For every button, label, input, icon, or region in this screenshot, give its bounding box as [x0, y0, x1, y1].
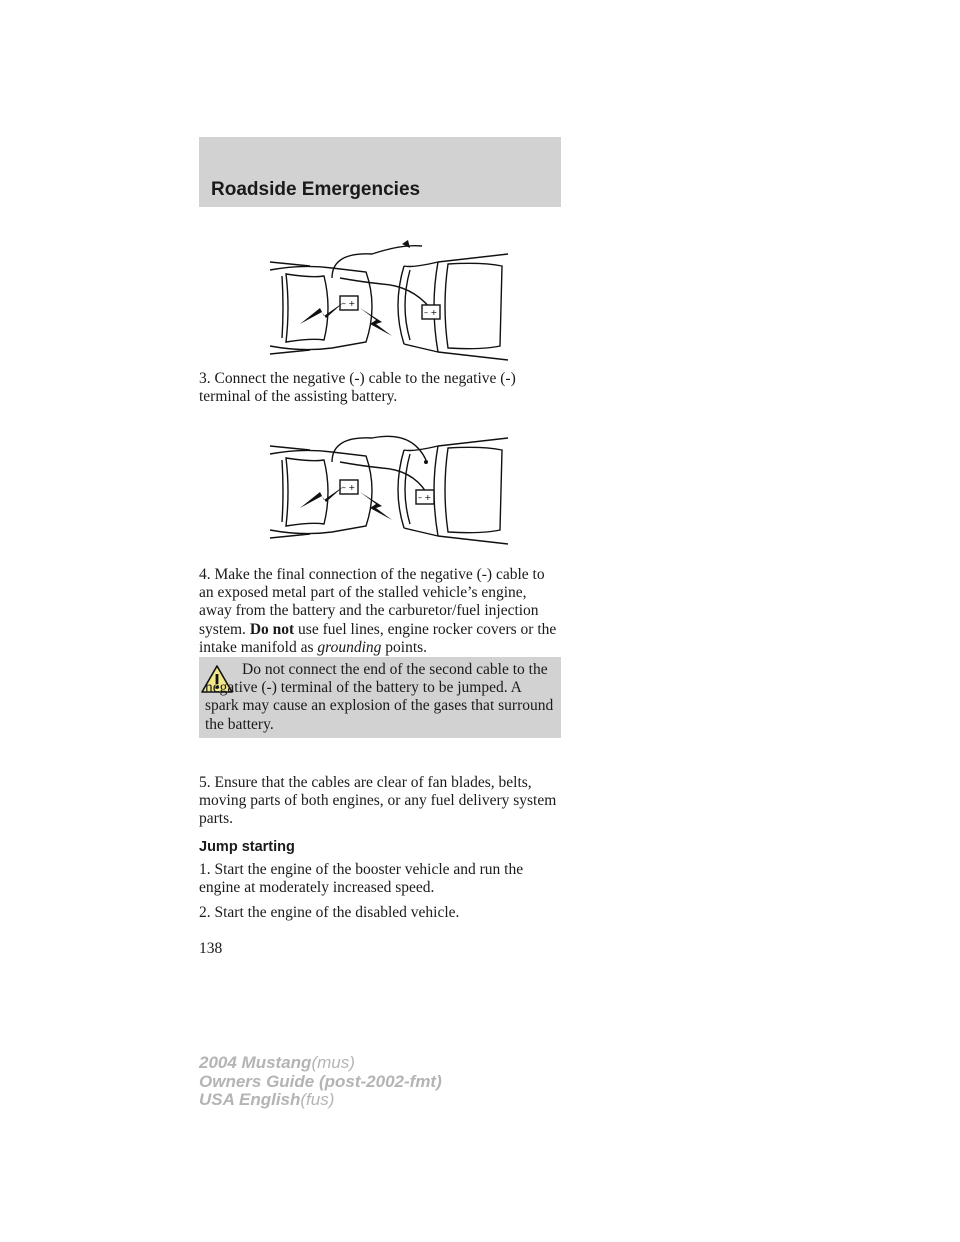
warning-text: Do not connect the end of the second cable to the negative (-) terminal of the battery to be jumped. A spark may cause an explosion of the gases that surround the battery.: [205, 661, 554, 733]
document-footer: [199, 1054, 442, 1110]
step-4: [199, 566, 561, 657]
spark-right-icon: [360, 492, 392, 520]
step-4-italic-term: grounding: [317, 638, 382, 656]
footer-model-code: (mus): [311, 1053, 355, 1072]
footer-guide: Owners Guide (post-2002-fmt): [199, 1071, 442, 1091]
step-4-text: 4. Make the final connection of the negative (-) cable to an exposed metal part of the stalled vehicle’s engine, away from the battery and the carburetor/fuel injection system.: [199, 566, 545, 638]
page-number: 138: [199, 940, 223, 957]
jump-step-1: 1. Start the engine of the booster vehicle and run the engine at moderately increased speed.: [199, 861, 524, 897]
battery-left-label: – +: [342, 299, 356, 308]
spark-left-icon: [300, 486, 344, 508]
step-5: 5. Ensure that the cables are clear of fan blades, belts, moving parts of both engines, or any fuel delivery system parts.: [199, 774, 557, 828]
spark-right-icon: [360, 308, 392, 336]
step-3: 3. Connect the negative (-) cable to the negative (-) terminal of the assisting battery.: [199, 370, 516, 406]
step-4-emphasis: Do not: [249, 620, 295, 638]
section-title: Roadside Emergencies: [211, 179, 421, 200]
battery-right-label: – +: [424, 308, 438, 317]
battery-right-label: – +: [418, 493, 432, 502]
battery-left-label: – +: [342, 483, 356, 492]
warning-box: [199, 657, 561, 738]
footer-language: USA English: [199, 1090, 301, 1109]
step-4-text-continued: use fuel lines, engine rocker covers or the intake manifold as: [199, 620, 557, 656]
footer-model: 2004 Mustang: [199, 1053, 312, 1072]
step-4-text-end: points.: [385, 638, 428, 656]
jump-step-2: 2. Start the engine of the disabled vehicle.: [199, 904, 460, 921]
section-header: [199, 137, 561, 207]
footer-language-code: (fus): [300, 1090, 335, 1109]
spark-left-icon: [300, 302, 344, 324]
jump-cable-diagram-step4: [262, 420, 512, 550]
jump-cable-diagram-step3: [262, 232, 512, 362]
jump-starting-heading: Jump starting: [199, 839, 295, 855]
